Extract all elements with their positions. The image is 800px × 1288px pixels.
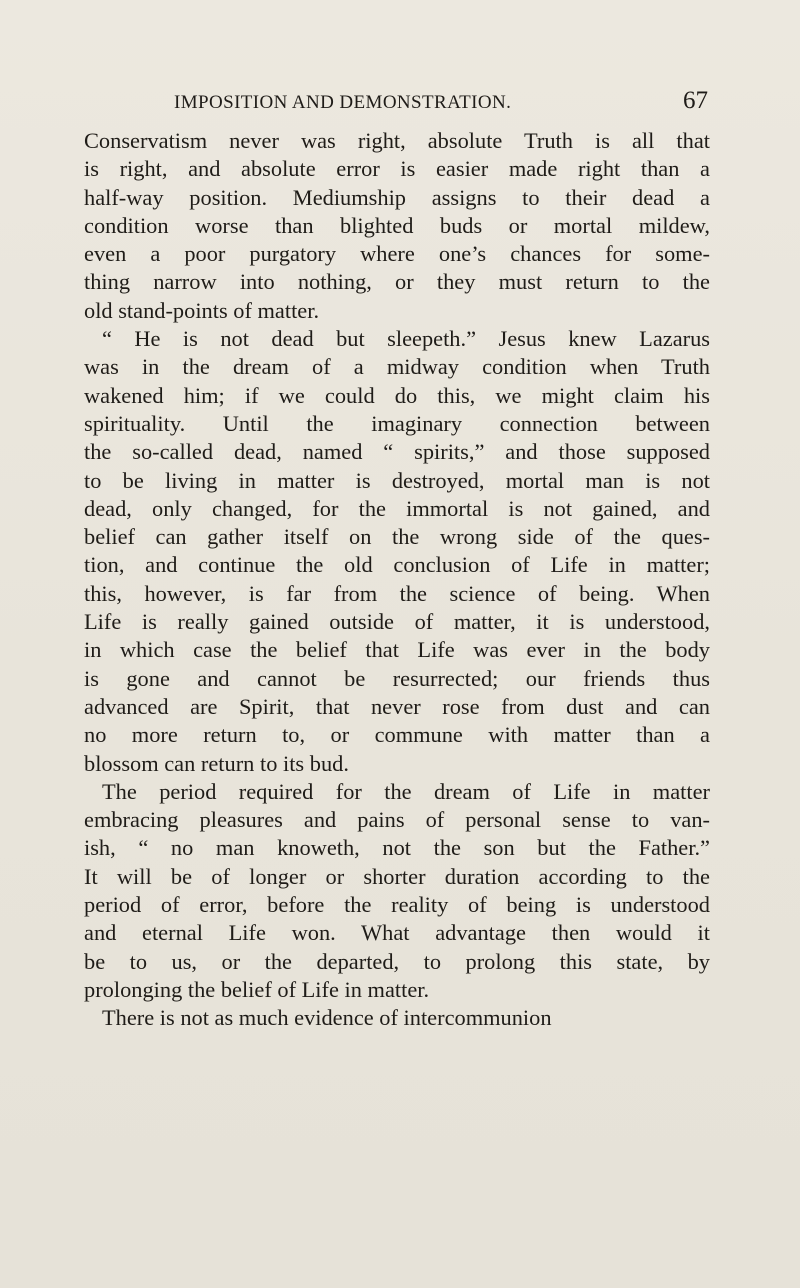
text-line: condition worse than blighted buds or mortal mildew, bbox=[84, 212, 710, 238]
text-line: Life is really gained outside of matter, it is understood, bbox=[84, 609, 710, 635]
text-line: is right, and absolute error is easier made right than a bbox=[84, 156, 710, 182]
text-line: period of error, before the reality of being is understood bbox=[84, 892, 710, 918]
text-line: dead, only changed, for the immortal is not gained, and bbox=[84, 495, 710, 521]
text-line: in which case the belief that Life was ever in the body bbox=[84, 637, 710, 663]
running-head bbox=[84, 88, 708, 118]
text-line: be to us, or the departed, to prolong this state, by bbox=[84, 948, 710, 974]
text-line: to be living in matter is destroyed, mortal man is not bbox=[84, 467, 710, 493]
text-line: blossom can return to its bud. bbox=[84, 750, 349, 776]
page-number: 67 bbox=[683, 87, 708, 114]
text-line: Conservatism never was right, absolute Truth is all that bbox=[84, 128, 710, 153]
body-text bbox=[84, 127, 710, 1033]
text-line: tion, and continue the old conclusion of Life in matter; bbox=[84, 552, 710, 578]
text-line: even a poor purgatory where one’s chances for some- bbox=[84, 241, 710, 267]
text-line: the so-called dead, named “ spirits,” and those supposed bbox=[84, 439, 710, 465]
text-line: spirituality. Until the imaginary connection between bbox=[84, 410, 710, 436]
text-line: The period required for the dream of Life in matter bbox=[102, 778, 710, 804]
text-line: It will be of longer or shorter duration according to the bbox=[84, 863, 710, 889]
text-line: ish, “ no man knoweth, not the son but the Father.” bbox=[84, 835, 710, 861]
text-line: advanced are Spirit, that never rose from dust and can bbox=[84, 693, 710, 719]
text-line: no more return to, or commune with matter than a bbox=[84, 722, 710, 748]
text-line: half-way position. Mediumship assigns to their dead a bbox=[84, 184, 710, 210]
text-line: wakened him; if we could do this, we might claim his bbox=[84, 382, 710, 408]
text-line: was in the dream of a midway condition when Truth bbox=[84, 354, 710, 380]
text-line: embracing pleasures and pains of personal sense to van- bbox=[84, 807, 710, 833]
text-line: and eternal Life won. What advantage then would it bbox=[84, 920, 710, 946]
text-line: prolonging the belief of Life in matter. bbox=[84, 976, 430, 1002]
text-line: is gone and cannot be resurrected; our friends thus bbox=[84, 665, 710, 691]
text-line: thing narrow into nothing, or they must return to the bbox=[84, 269, 710, 295]
text-line: this, however, is far from the science of being. When bbox=[84, 580, 710, 606]
text-line: There is not as much evidence of intercommunion bbox=[102, 1005, 552, 1031]
text-line: old stand-points of matter. bbox=[84, 297, 320, 323]
text-line: belief can gather itself on the wrong side of the ques- bbox=[84, 524, 710, 550]
text-line: “ He is not dead but sleepeth.” Jesus knew Lazarus bbox=[102, 326, 710, 352]
running-title: IMPOSITION AND DEMONSTRATION. bbox=[174, 92, 512, 113]
